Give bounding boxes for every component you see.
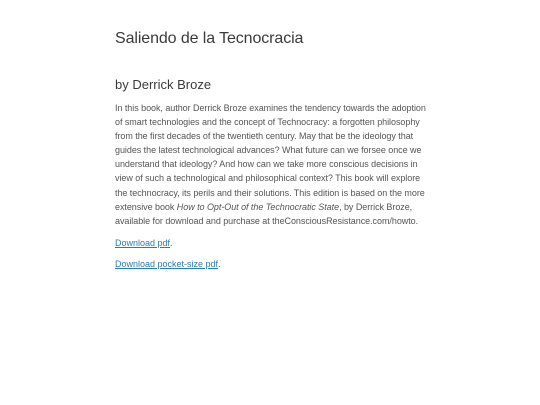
download-pdf-link[interactable]: Download pdf [115,237,171,248]
book-title: Saliendo de la Tecnocracia [115,30,304,47]
book-author: by Derrick Broze [115,77,212,92]
description-text-1: In this book, author Derrick Broze examines the tendency towards the adoption of smart technologies and the concept of Technocracy: a forgotten philosophy from the first decades of the twentieth century. May that be the ideology that guides the latest technological advances? What future can we forsee once we understand that ideology? And how can we take more conscious decisions in view of such a technological and philosophical context? This book will explore the technocracy, its perils and their solutions. This edition is based on the more extensive book [115,103,426,212]
download-pdf-suffix: . [170,237,173,248]
download-pdf-row [115,236,427,250]
book-content [115,29,427,271]
download-pocket-pdf-row [115,257,427,271]
download-pocket-pdf-suffix: . [218,258,221,269]
referenced-book-title: How to Opt-Out of the Technocratic State [176,201,340,212]
download-pocket-pdf-link[interactable]: Download pocket-size pdf [115,258,219,269]
description-text-2: , by Derrick Broze, available for download and purchase at theConsciousResistance.com/howto. [115,201,419,226]
book-description [115,101,427,228]
